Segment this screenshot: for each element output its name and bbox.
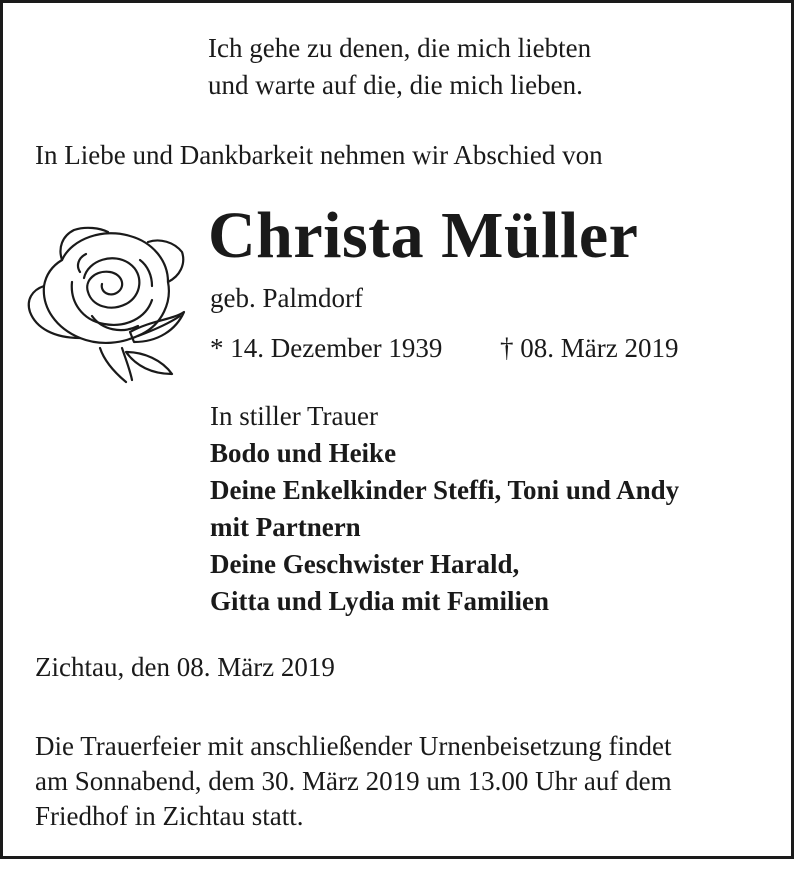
mourner-line: Deine Geschwister Harald, [210, 549, 520, 579]
intro-text: In Liebe und Dankbarkeit nehmen wir Abschied von [35, 140, 603, 170]
rose-icon [22, 220, 190, 385]
funeral-info [35, 729, 672, 834]
funeral-line: am Sonnabend, dem 30. März 2019 um 13.00 Uhr auf dem [35, 766, 672, 796]
mourners-block [210, 398, 679, 620]
mourner-line: Deine Enkelkinder Steffi, Toni und Andy [210, 475, 680, 505]
mourners-heading: In stiller Trauer [210, 401, 378, 431]
mourner-line: Bodo und Heike [210, 438, 397, 468]
mourner-line: Gitta und Lydia mit Familien [210, 586, 550, 616]
verse-line-1: Ich gehe zu denen, die mich liebten [208, 33, 592, 63]
deceased-name: Christa Müller [208, 199, 639, 272]
funeral-line: Friedhof in Zichtau statt. [35, 801, 304, 831]
death-date: † 08. März 2019 [500, 333, 679, 363]
verse-line-2: und warte auf die, die mich lieben. [208, 70, 583, 100]
birth-date: * 14. Dezember 1939 [210, 333, 443, 363]
funeral-line: Die Trauerfeier mit anschließender Urnenbeisetzung findet [35, 731, 672, 761]
verse [208, 30, 591, 104]
place-date: Zichtau, den 08. März 2019 [35, 652, 335, 682]
birth-name: geb. Palmdorf [210, 283, 363, 313]
mourner-line: mit Partnern [210, 512, 361, 542]
